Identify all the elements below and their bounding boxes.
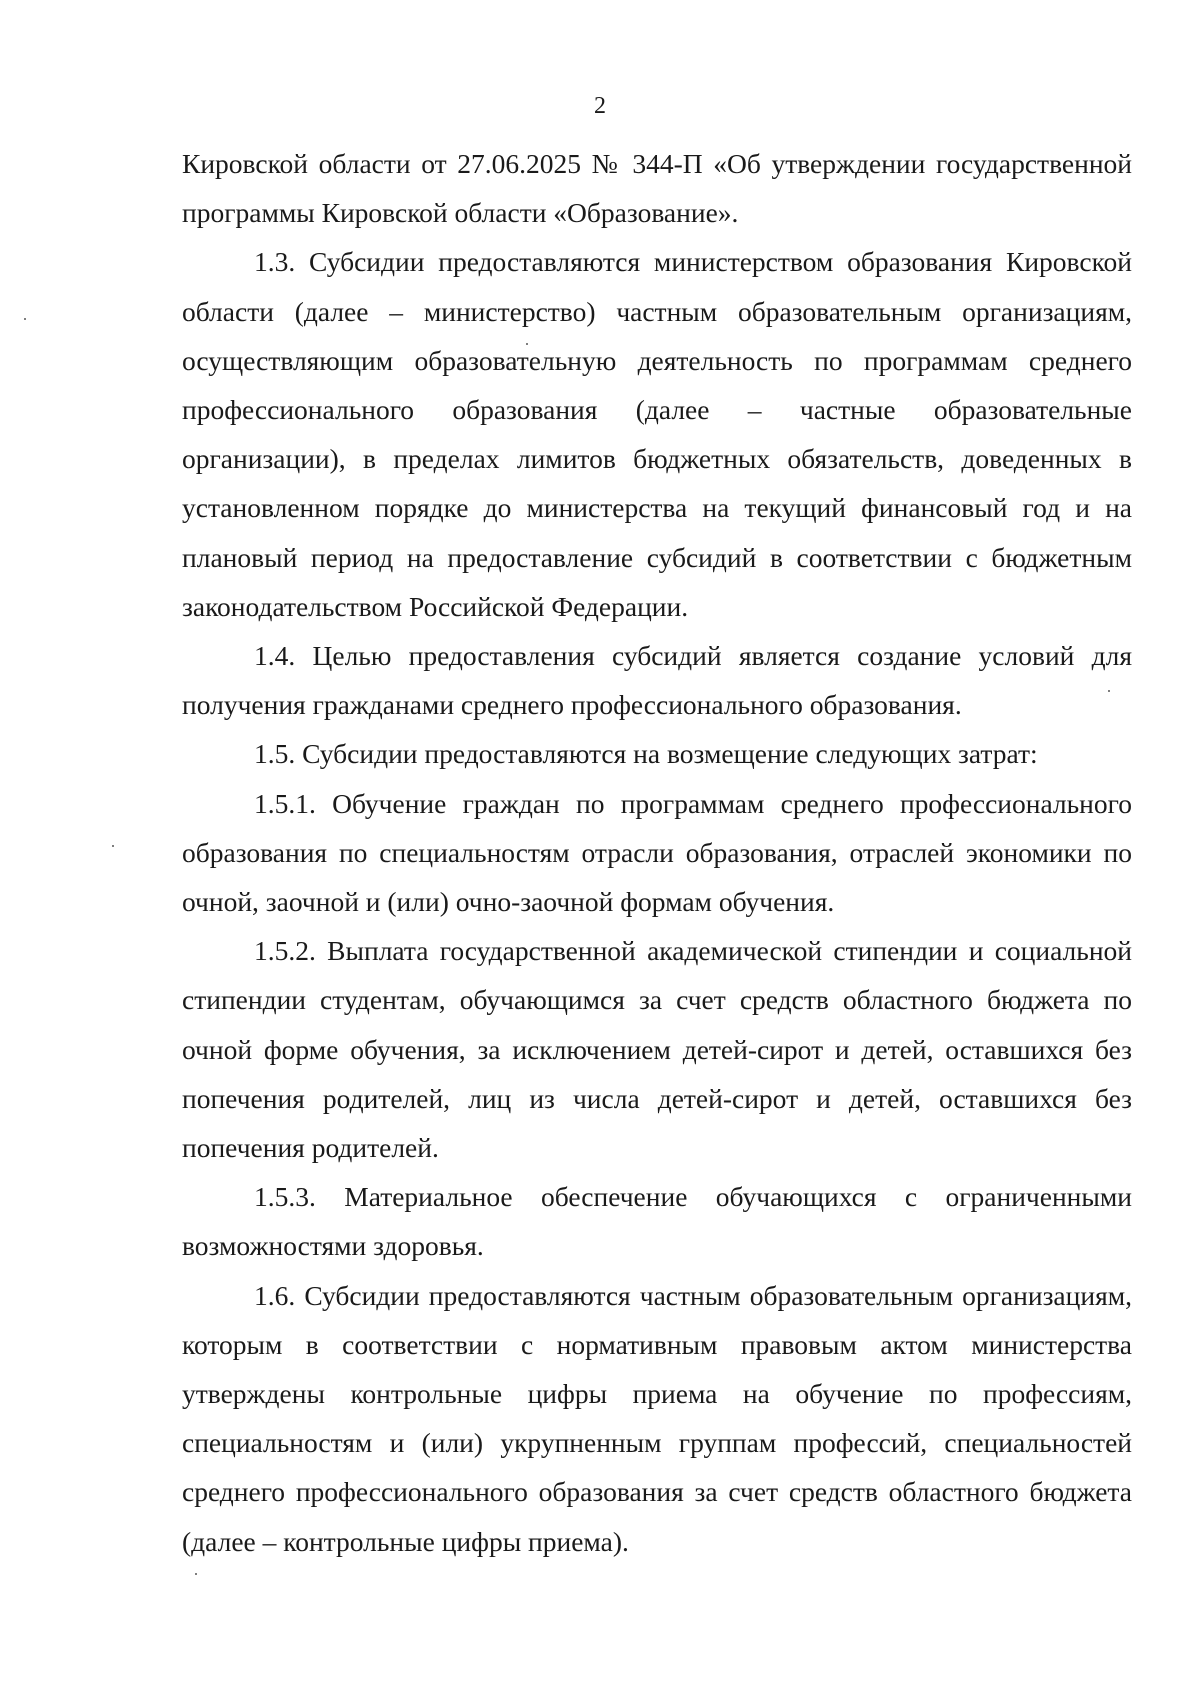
scan-speck — [195, 1573, 197, 1575]
scan-speck — [526, 343, 528, 345]
paragraph-1-4: 1.4. Целью предоставления субсидий является создание условий для получения гражданами среднего профессионального образования. — [182, 640, 1132, 721]
paragraph-1-3: 1.3. Субсидии предоставляются министерством образования Кировской области (далее – министерство) частным образовательным организациям, осуществляющим образовательную деятельность по программам среднего профессионального образования (далее – частные образовательные организации), в пределах лимитов бюджетных обязательств, доведенных в установленном порядке до министерства на текущий финансовый год и на плановый период на предоставление субсидий в соответствии с бюджетным законодательством Российской Федерации. — [182, 246, 1132, 622]
scan-speck — [1108, 690, 1110, 692]
paragraph-1-5-1: 1.5.1. Обучение граждан по программам среднего профессионального образования по специальностям отрасли образования, отраслей экономики по очной, заочной и (или) очно-заочной формам обучения. — [182, 787, 1132, 918]
scan-speck — [24, 318, 26, 320]
page-number: 2 — [594, 93, 606, 119]
document-body — [182, 139, 1132, 1566]
paragraph-1-5-3: 1.5.3. Материальное обеспечение обучающихся с ограниченными возможностями здоровья. — [182, 1181, 1132, 1262]
paragraph-1-5-2: 1.5.2. Выплата государственной академической стипендии и социальной стипендии студентам, обучающимся за счет средств областного бюджета по очной форме обучения, за исключением детей-сирот и детей, оставшихся без попечения родителей, лиц из числа детей-сирот и детей, оставшихся без попечения родителей. — [182, 935, 1132, 1164]
paragraph-1-6: 1.6. Субсидии предоставляются частным образовательным организациям, которым в соответствии с нормативным правовым актом министерства утверждены контрольные цифры приема на обучение по профессиям, специальностям и (или) укрупненным группам профессий, специальностей среднего профессионального образования за счет средств областного бюджета (далее – контрольные цифры приема). — [182, 1279, 1132, 1557]
paragraph-1-5: 1.5. Субсидии предоставляются на возмещение следующих затрат: — [254, 738, 1038, 770]
scan-speck — [112, 845, 114, 847]
paragraph-continuation: Кировской области от 27.06.2025 № 344-П «Об утверждении государственной программы Кировской области «Образование». — [182, 148, 1132, 229]
